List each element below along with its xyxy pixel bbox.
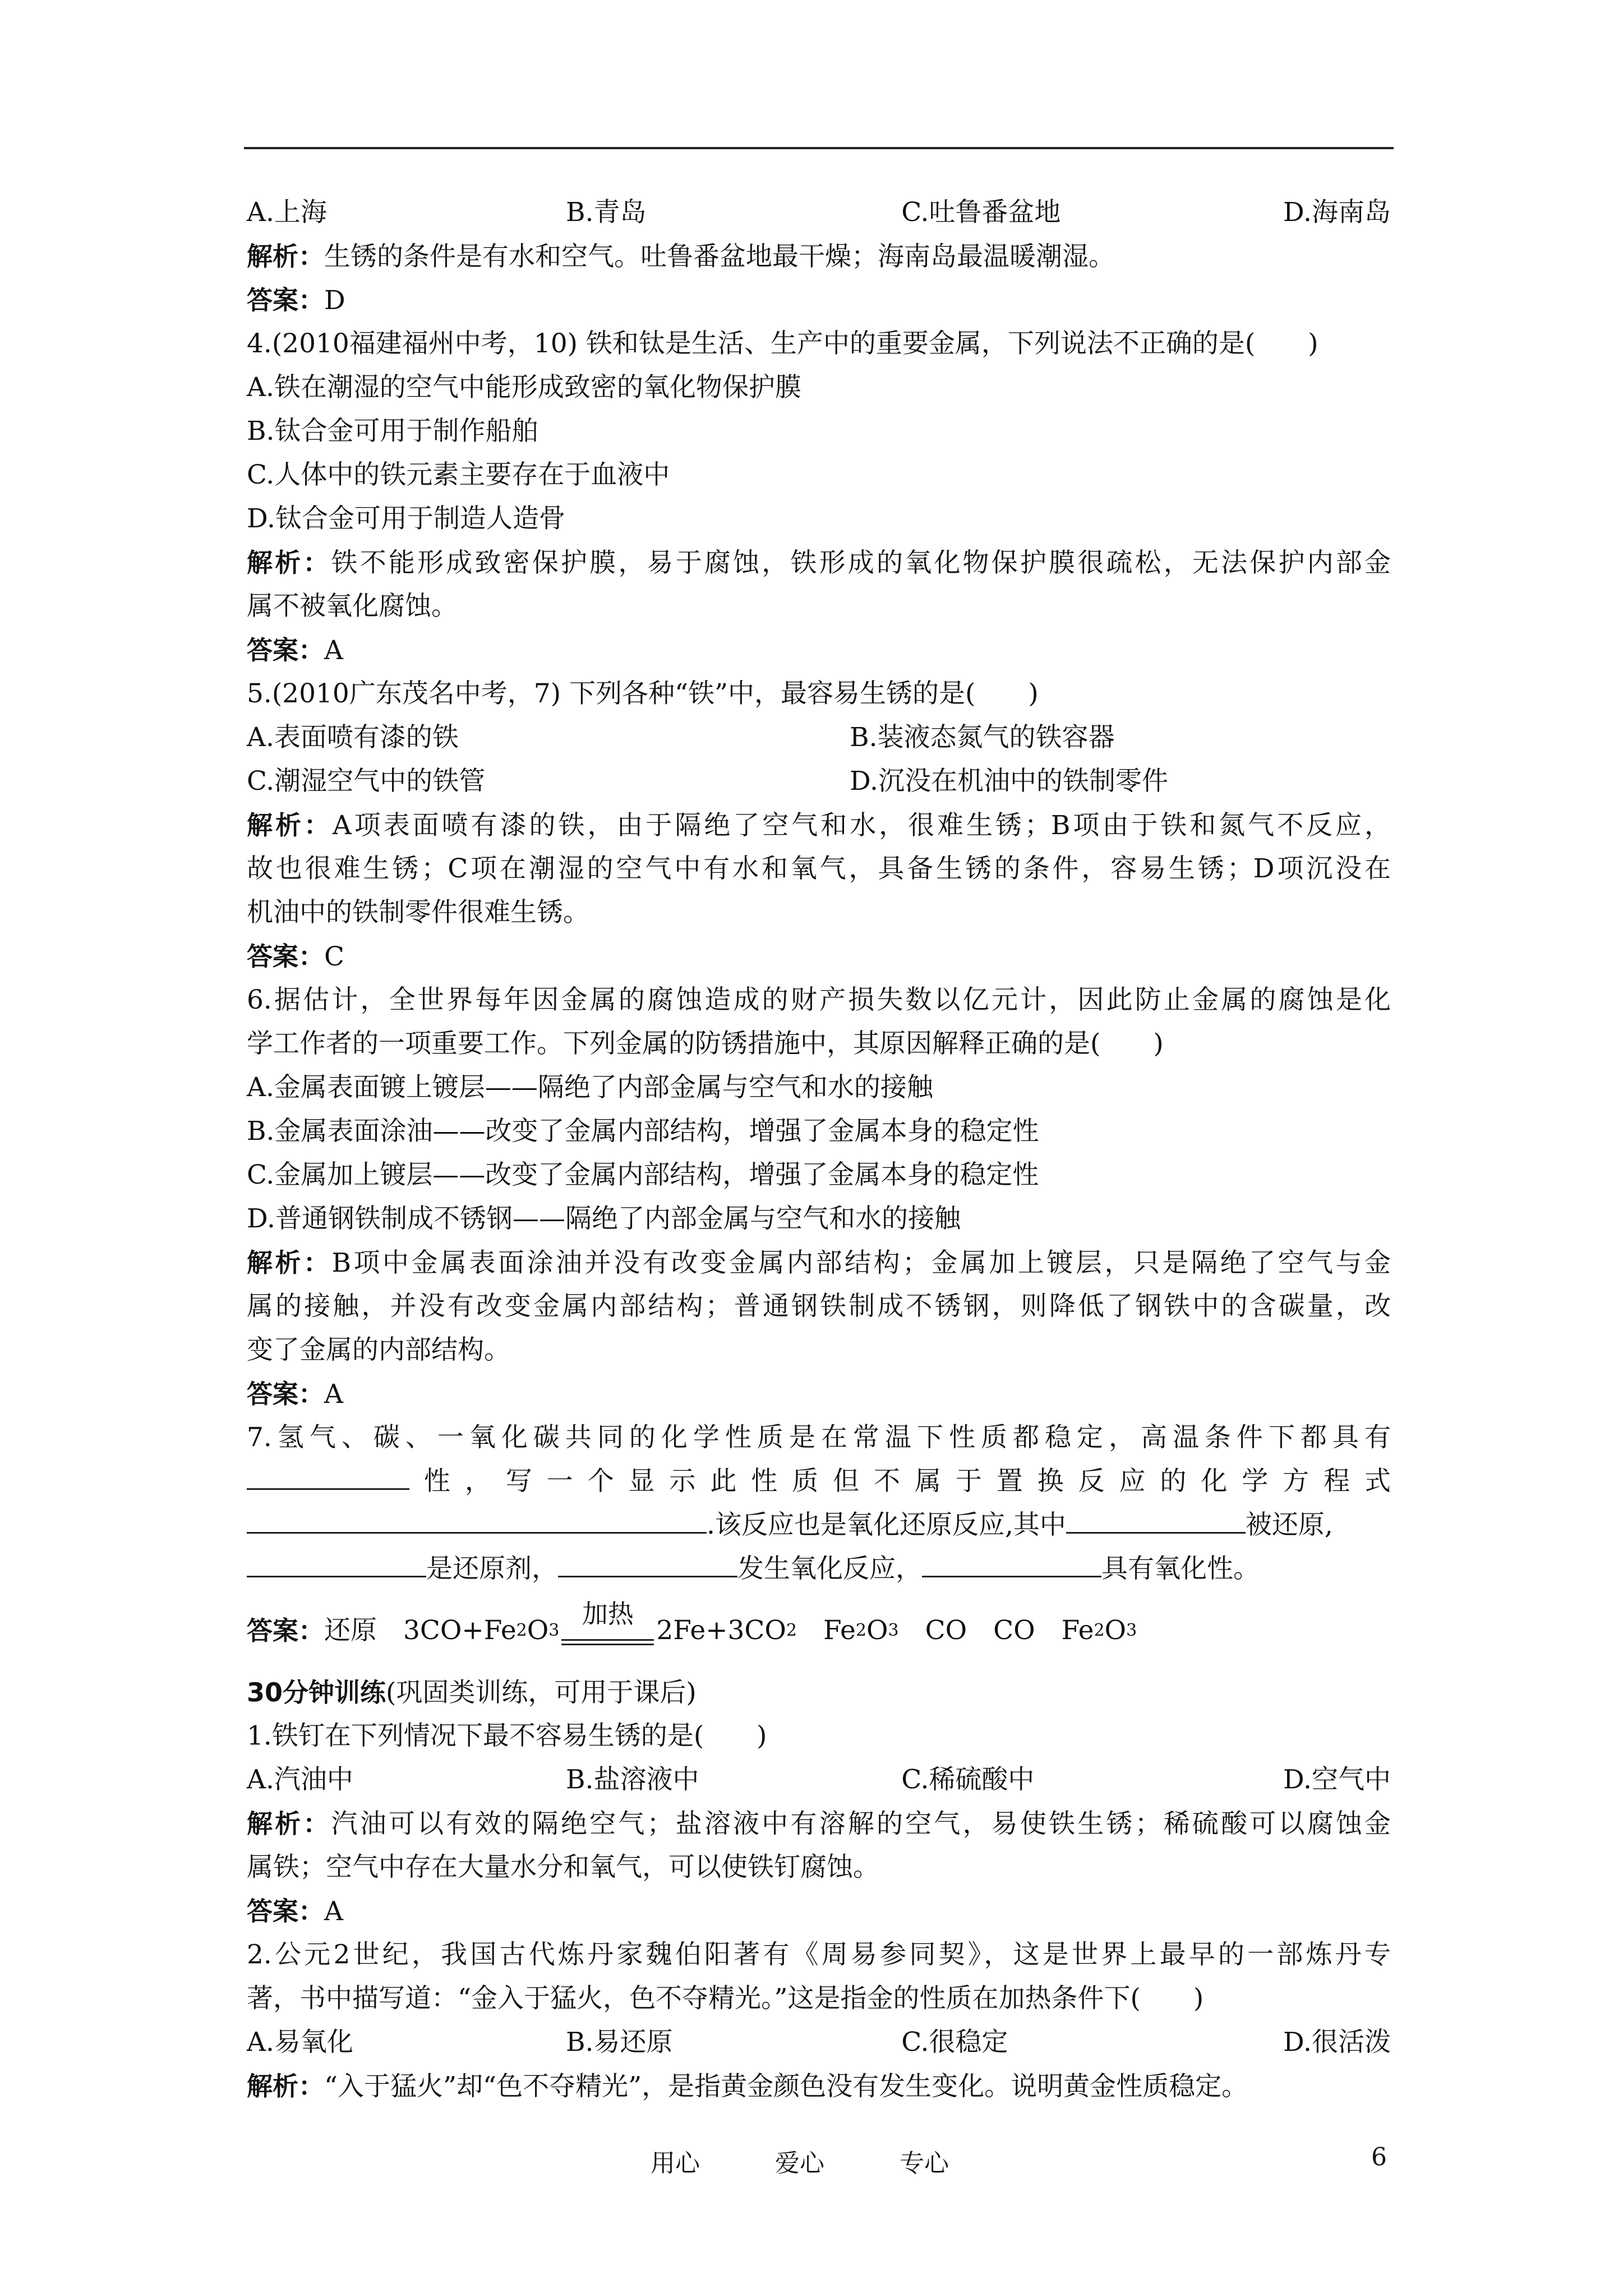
s1-explanation bbox=[247, 1802, 1391, 1846]
explanation-label: 解析： bbox=[247, 1809, 331, 1839]
equation-part: CO CO Fe bbox=[898, 1615, 1094, 1646]
q7-stem-line2 bbox=[247, 1460, 1391, 1503]
q7-text: 被还原, bbox=[1245, 1510, 1333, 1540]
option-c: C.稀硫酸中 bbox=[901, 1764, 1035, 1795]
option-b: B.装液态氮气的铁容器 bbox=[850, 722, 1115, 753]
answer-label: 答案： bbox=[247, 635, 324, 665]
fill-blank[interactable] bbox=[247, 1466, 409, 1490]
q7-stem: 7.氢气、碳、一氧化碳共同的化学性质是在常温下性质都稳定，高温条件下都具有 bbox=[247, 1422, 1391, 1453]
explanation-text: 铁不能形成致密保护膜，易于腐蚀，铁形成的氧化物保护膜很疏松，无法保护内部金 bbox=[331, 547, 1391, 578]
option-d: D.空气中 bbox=[1283, 1764, 1391, 1795]
q6-option-c: C.金属加上镀层——改变了金属内部结构，增强了金属本身的稳定性 bbox=[247, 1159, 1039, 1190]
equation-part: 还原 3CO+Fe bbox=[324, 1615, 517, 1646]
option-d: D.很活泼 bbox=[1283, 2027, 1391, 2058]
explanation-label: 解析： bbox=[247, 1248, 332, 1278]
subscript: 3 bbox=[548, 1621, 560, 1640]
q7-stem-line4 bbox=[247, 1547, 1391, 1591]
answer-text: A bbox=[324, 1379, 343, 1410]
section-title bbox=[247, 1671, 1391, 1714]
subscript: 2 bbox=[786, 1621, 797, 1640]
equation-part: O bbox=[1104, 1615, 1127, 1646]
fill-blank[interactable] bbox=[558, 1553, 737, 1577]
explanation-text: “入于猛火”却“色不夺精光”，是指黄金颜色没有发生变化。说明黄金性质稳定。 bbox=[324, 2071, 1248, 2102]
explanation-label: 解析： bbox=[247, 810, 333, 840]
option-c: C.吐鲁番盆地 bbox=[901, 197, 1061, 228]
q5-explanation bbox=[247, 803, 1391, 847]
option-a: A.上海 bbox=[247, 197, 327, 228]
q3-explanation bbox=[247, 234, 1391, 278]
answer-text: A bbox=[324, 635, 343, 666]
q4-option-d: D.钛合金可用于制造人造骨 bbox=[247, 503, 565, 534]
q6-explanation-cont: 属的接触，并没有改变金属内部结构；普通钢铁制成不锈钢，则降低了钢铁中的含碳量，改 bbox=[247, 1291, 1391, 1322]
heating-label: 加热 bbox=[582, 1599, 634, 1629]
explanation-label: 解析： bbox=[247, 241, 324, 272]
q7-text: 具有氧化性。 bbox=[1101, 1553, 1260, 1584]
q4-stem: 4.(2010福建福州中考，10) 铁和钛是生活、生产中的重要金属，下列说法不正确的是( ) bbox=[247, 328, 1318, 359]
equation-part: O bbox=[527, 1615, 549, 1646]
answer-text: A bbox=[324, 1896, 343, 1927]
equation-part: Fe bbox=[797, 1615, 856, 1646]
s2-explanation bbox=[247, 2064, 1391, 2108]
explanation-text: A项表面喷有漆的铁，由于隔绝了空气和水，很难生锈；B项由于铁和氮气不反应， bbox=[332, 810, 1391, 841]
explanation-label: 解析： bbox=[247, 547, 331, 578]
s2-options bbox=[247, 2021, 1391, 2064]
option-b: B.青岛 bbox=[566, 197, 647, 228]
subscript: 2 bbox=[516, 1621, 527, 1640]
q7-text: 是还原剂， bbox=[426, 1553, 558, 1584]
equals-line-bottom bbox=[561, 1644, 654, 1645]
equation-part: O bbox=[866, 1615, 888, 1646]
q4-option-c: C.人体中的铁元素主要存在于血液中 bbox=[247, 459, 670, 490]
answer-label: 答案： bbox=[247, 285, 324, 315]
option-c: C.很稳定 bbox=[901, 2027, 1008, 2058]
fill-blank[interactable] bbox=[922, 1553, 1101, 1577]
option-a: A.汽油中 bbox=[247, 1764, 353, 1795]
fill-blank[interactable] bbox=[1066, 1510, 1246, 1534]
q4-answer bbox=[247, 628, 1391, 672]
subscript: 2 bbox=[1094, 1621, 1105, 1640]
subscript: 3 bbox=[1126, 1621, 1137, 1640]
answer-label: 答案： bbox=[247, 941, 324, 972]
answer-label: 答案： bbox=[247, 1379, 324, 1409]
option-b: B.易还原 bbox=[566, 2027, 673, 2058]
answer-text: D bbox=[324, 285, 345, 316]
q5-options-row1 bbox=[247, 716, 1391, 760]
q4-option-b: B.钛合金可用于制作船舶 bbox=[247, 416, 538, 447]
q7-text: 发生氧化反应， bbox=[737, 1553, 922, 1584]
footer-item: 专心 bbox=[900, 2149, 949, 2178]
header-rule bbox=[244, 147, 1394, 149]
option-c: C.潮湿空气中的铁管 bbox=[247, 766, 486, 797]
option-d: D.海南岛 bbox=[1283, 197, 1391, 228]
q5-explanation-cont: 故也很难生锈；C项在潮湿的空气中有水和氧气，具备生锈的条件，容易生锈；D项沉没在 bbox=[247, 853, 1391, 884]
q4-explanation bbox=[247, 541, 1391, 585]
s2-stem: 2.公元2世纪，我国古代炼丹家魏伯阳著有《周易参同契》，这是世界上最早的一部炼丹专 bbox=[247, 1939, 1391, 1970]
option-a: A.易氧化 bbox=[247, 2027, 353, 2058]
answer-label: 答案： bbox=[247, 1616, 324, 1646]
section-title-rest: (巩固类训练，可用于课后) bbox=[386, 1677, 697, 1708]
answer-label: 答案： bbox=[247, 1896, 324, 1926]
footer-item: 爱心 bbox=[775, 2149, 824, 2178]
section-title-bold: 30分钟训练 bbox=[247, 1677, 386, 1708]
q3-options bbox=[247, 191, 1391, 234]
q6-explanation bbox=[247, 1241, 1391, 1285]
q6-stem-cont: 学工作者的一项重要工作。下列金属的防锈措施中，其原因解释正确的是( ) bbox=[247, 1028, 1164, 1059]
explanation-label: 解析： bbox=[247, 2071, 324, 2101]
section-gap bbox=[247, 1653, 1391, 1671]
equals-line-top bbox=[561, 1639, 654, 1641]
q6-option-b: B.金属表面涂油——改变了金属内部结构，增强了金属本身的稳定性 bbox=[247, 1116, 1039, 1147]
s1-explanation-cont: 属铁；空气中存在大量水分和氧气，可以使铁钉腐蚀。 bbox=[247, 1852, 879, 1883]
q4-option-a: A.铁在潮湿的空气中能形成致密的氧化物保护膜 bbox=[247, 372, 801, 403]
subscript: 2 bbox=[855, 1621, 866, 1640]
option-b: B.盐溶液中 bbox=[566, 1764, 699, 1795]
q7-text: 性，写一个显示此性质但不属于置换反应的化学方程式 bbox=[409, 1466, 1391, 1497]
q3-answer bbox=[247, 278, 1391, 322]
fill-blank[interactable] bbox=[247, 1510, 707, 1534]
q7-text: .该反应也是氧化还原反应,其中 bbox=[707, 1510, 1066, 1540]
footer-item: 用心 bbox=[651, 2149, 700, 2178]
q5-answer bbox=[247, 935, 1391, 978]
q6-explanation-cont2: 变了金属的内部结构。 bbox=[247, 1335, 510, 1365]
q6-stem: 6.据估计，全世界每年因金属的腐蚀造成的财产损失数以亿元计，因此防止金属的腐蚀是化 bbox=[247, 984, 1391, 1015]
footer-motto bbox=[651, 2143, 1016, 2179]
page-content bbox=[247, 191, 1391, 2108]
q6-answer bbox=[247, 1372, 1391, 1416]
explanation-text: 生锈的条件是有水和空气。吐鲁番盆地最干燥；海南岛最温暖潮湿。 bbox=[324, 241, 1115, 272]
option-a: A.表面喷有漆的铁 bbox=[247, 722, 459, 753]
answer-text: C bbox=[324, 941, 344, 972]
fill-blank[interactable] bbox=[247, 1553, 426, 1577]
s1-answer bbox=[247, 1889, 1391, 1933]
q6-option-d: D.普通钢铁制成不锈钢——隔绝了内部金属与空气和水的接触 bbox=[247, 1203, 961, 1234]
explanation-text: 汽油可以有效的隔绝空气；盐溶液中有溶解的空气，易使铁生锈；稀硫酸可以腐蚀金 bbox=[331, 1809, 1391, 1839]
q7-stem-line3 bbox=[247, 1503, 1391, 1547]
equation-part: 2Fe+3CO bbox=[656, 1615, 786, 1646]
subscript: 3 bbox=[888, 1621, 899, 1640]
s2-stem-cont: 著，书中描写道：“金入于猛火，色不夺精光。”这是指金的性质在加热条件下( ) bbox=[247, 1983, 1204, 2014]
s1-options bbox=[247, 1758, 1391, 1802]
q7-answer bbox=[247, 1591, 1391, 1653]
q6-option-a: A.金属表面镀上镀层——隔绝了内部金属与空气和水的接触 bbox=[247, 1072, 933, 1103]
q5-stem: 5.(2010广东茂名中考，7) 下列各种“铁”中，最容易生锈的是( ) bbox=[247, 678, 1039, 709]
q5-explanation-cont2: 机油中的铁制零件很难生锈。 bbox=[247, 897, 589, 928]
q5-options-row2 bbox=[247, 760, 1391, 803]
s1-stem: 1.铁钉在下列情况下最不容易生锈的是( ) bbox=[247, 1720, 767, 1751]
option-d: D.沉没在机油中的铁制零件 bbox=[850, 766, 1168, 797]
reaction-condition-sign bbox=[561, 1599, 654, 1653]
explanation-text: B项中金属表面涂油并没有改变金属内部结构；金属加上镀层，只是隔绝了空气与金 bbox=[331, 1248, 1391, 1278]
page-number: 6 bbox=[1371, 2143, 1387, 2171]
q4-explanation-cont: 属不被氧化腐蚀。 bbox=[247, 591, 458, 622]
